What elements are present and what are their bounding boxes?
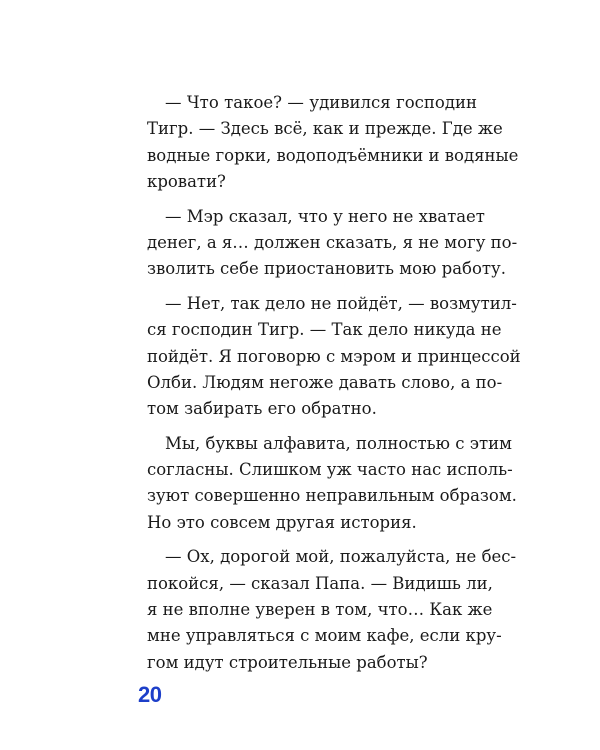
text-line: согласны. Слишком уж часто нас исполь- xyxy=(147,460,513,480)
text-line: покойся, — сказал Папа. — Видишь ли, xyxy=(147,573,493,593)
text-line: Тигр. — Здесь всё, как и прежде. Где же xyxy=(147,119,503,139)
paragraph xyxy=(147,90,519,196)
paragraph xyxy=(147,544,517,676)
text-line: ся господин Тигр. — Так дело никуда не xyxy=(147,320,502,340)
text-line: Но это совсем другая история. xyxy=(147,512,417,532)
text-line: Мы, буквы алфавита, полностью с этим xyxy=(165,433,512,453)
text-line: кровати? xyxy=(147,172,226,192)
text-line: водные горки, водоподъёмники и водяные xyxy=(147,145,519,165)
text-line: гом идут строительные работы? xyxy=(147,652,428,672)
paragraph xyxy=(147,431,517,537)
paragraph xyxy=(147,204,518,283)
text-line: Олби. Людям негоже давать слово, а по- xyxy=(147,372,503,392)
text-line: денег, а я… должен сказать, я не могу по- xyxy=(147,232,518,252)
text-line: — Мэр сказал, что у него не хватает xyxy=(165,206,485,226)
text-line: пойдёт. Я поговорю с мэром и принцессой xyxy=(147,346,521,366)
text-line: том забирать его обратно. xyxy=(147,399,377,419)
body-text xyxy=(147,90,521,676)
text-line: — Что такое? — удивился господин xyxy=(165,93,477,112)
text-line: зволить себе приостановить мою работу. xyxy=(147,259,507,279)
text-line: зуют совершенно неправильным образом. xyxy=(147,486,517,506)
page-number: 20 xyxy=(138,682,162,707)
text-line: я не вполне уверен в том, что… Как же xyxy=(147,600,493,620)
paragraph xyxy=(147,291,521,423)
text-line: — Ох, дорогой мой, пожалуйста, не бес- xyxy=(165,547,517,567)
text-line: — Нет, так дело не пойдёт, — возмутил- xyxy=(165,293,517,313)
text-line: мне управляться с моим кафе, если кру- xyxy=(147,626,502,646)
